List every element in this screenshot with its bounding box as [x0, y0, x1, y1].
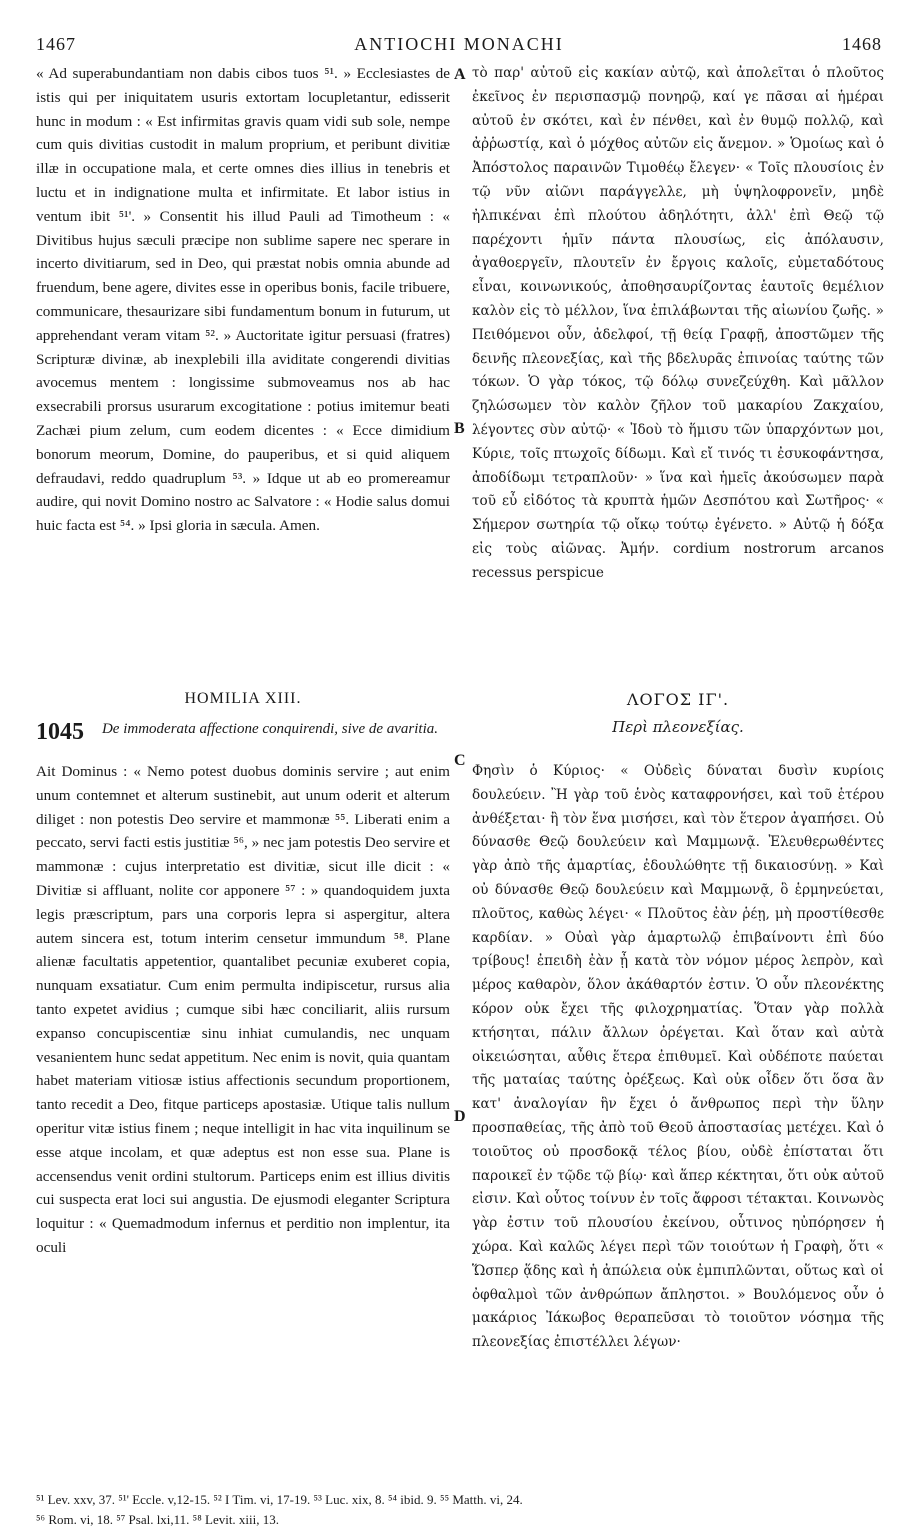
greek-column-top: τὸ παρ' αὐτοῦ εἰς κακίαν αὐτῷ, καὶ ἀπολεῖται ὁ πλοῦτος ἐκεῖνος ἐν περισπασμῷ πονηρῷ, καί γε πᾶσαι αἱ ἡμέραι αὐτοῦ ἐν σκότει, καὶ ἐν πένθει, καὶ ἐν θυμῷ πολλῷ, καὶ ἀῤῥωστίᾳ, καὶ ὁ μόχθος αὐτῶν εἰς ἄνεμον. » Ὁμοίως καὶ ὁ Ἀπόστολος παραινῶν Τιμοθέῳ ἔλεγεν· « Τοῖς πλουσίοις ἐν τῷ νῦν αἰῶνι παράγγελλε, μὴ ὑψηλοφρονεῖν, μηδὲ ἠλπικέναι ἐπὶ πλούτου ἀδηλότητι, ἀλλ' ἐπὶ Θεῷ τῷ παρέχοντι ἡμῖν πάντα πλουσίως, εἰς ἀπόλαυσιν, ἀγαθοεργεῖν, πλουτεῖν ἐν ἔργοις καλοῖς, εὐμεταδότους εἶναι, κοινωνικούς, ἀποθησαυρίζοντας ἑαυτοῖς θεμέλιον καλὸν εἰς τὸ μέλλον, ἵνα ἐπιλάβωνται τῆς αἰωνίου ζωῆς. » Πειθόμενοι οὖν, ἀδελφοί, τῇ θείᾳ Γραφῇ, ἀποστῶμεν τῆς δεινῆς πλεονεξίας, καὶ τῆς βδελυρᾶς ἐπινοίας ταύτης τῶν τόκων. Ὁ γὰρ τόκος, τῷ δόλῳ συνεζεύχθη. Καὶ μᾶλλον ζηλώσωμεν τὸν καλὸν ζῆλον τοῦ μακαρίου Ζακχαίου, λέγοντες σὺν αὐτῷ· « Ἰδοὺ τὸ ἥμισυ τῶν ὑπαρχόντων μοι, Κύριε, τοῖς πτωχοῖς δίδωμι. Καὶ εἴ τινός τι ἐσυκοφάντησα, ἀποδίδωμι τετραπλοῦν· » ἵνα καὶ ἡμεῖς ἀκούσωμεν παρὰ τοῦ εὖ εἰδότος τὰ κρυπτὰ ἡμῶν Δεσπότου καὶ Σωτῆρος· « Σήμερον σωτηρία τῷ οἴκῳ τούτῳ ἐγένετο. » Αὐτῷ ἡ δόξα εἰς τοὺς αἰῶνας. Ἀμήν. cordium nostrorum arcanos recessus perspicue: [472, 65, 884, 581]
greek-subtitle: Περὶ πλεονεξίας.: [612, 718, 744, 736]
page-number-left: 1467: [36, 34, 76, 54]
footnote-line-2: ⁵⁶ Rom. vi, 18. ⁵⁷ Psal. lxi,11. ⁵⁸ Levit. xiii, 13.: [36, 1512, 280, 1527]
column-number: 1045: [36, 719, 84, 745]
greek-column-bottom: Φησὶν ὁ Κύριος· « Οὐδεὶς δύναται δυσὶν κυρίοις δουλεύειν. Ἢ γὰρ τοῦ ἑνὸς καταφρονήσει, καὶ τοῦ ἑτέρου ἀνθέξεται· ἢ τὸν ἕνα μισήσει, καὶ τὸν ἕτερον ἀγαπήσει. Οὐ δύνασθε Θεῷ δουλεύειν καὶ Μαμμωνᾷ. Ἐλευθερωθέντες γὰρ ἀπὸ τῆς ἁμαρτίας, ἐδουλώθητε τῇ δικαιοσύνῃ. » Καὶ οὐ δύνασθε Θεῷ δουλεύειν καὶ Μαμμωνᾷ, ὃ ἑρμηνεύεται, πλοῦτος, καθὼς λέγει· « Πλοῦτος ἐὰν ῥέῃ, μὴ προστίθεσθε καρδίαν. » Οὐαὶ γὰρ ἁμαρτωλῷ ἐπιβαίνοντι ἐπὶ δύο τρίβους! ἐπειδὴ ἐὰν ᾖ κατὰ τὸν νόμον μέρος λεπρὸν, καὶ μέρος καθαρὸν, ὅλον ἀκάθαρτόν ἐστιν. Ὁ οὖν πλεονέκτης κόρον οὐκ ἔχει τῆς φιλοχρηματίας. Ὅταν γὰρ πολλὰ κτήσηται, πάλιν ἄλλων ὀρέγεται. Καὶ ὅταν καὶ αὐτὰ οἰκειώσηται, αὖθις ἕτερα ἐπιθυμεῖ. Καὶ οὐδέποτε παύεται τῆς ματαίας ταύτης ὀρέξεως. Καὶ οὐκ οἶδεν ὅτι ὅσα ἂν κατ' ἀναλογίαν ἣν ἔχει ὁ ἄνθρωπος περὶ τὴν ὕλην προσπαθείας, τῆς ἀπὸ τοῦ Θεοῦ ἀποστασίας μετέχει. Καὶ ὁ τοιοῦτος οὐ προσδοκᾷ τέλος βίου, οὐδὲ ἐπίσταται ὅτι παροικεῖ ἐν τῷδε τῷ βίῳ· καὶ ἅπερ κέκτηται, ὅτι οὐκ αὐτοῦ εἰσιν. Καὶ οὗτος τοίνυν ἐν τοῖς ἄφροσι τέτακται. Κοινωνὸς γὰρ ἐστιν τοῦ πλουσίου ἐκείνου, οὗτινος ηὐπόρησεν ἡ χώρα. Καὶ καλῶς λέγει περὶ τῶν τοιούτων ἡ Γραφὴ, ὅτι « Ὥσπερ ᾅδης καὶ ἡ ἀπώλεια οὐκ ἐμπιπλῶνται, οὕτως καὶ οἱ ὀφθαλμοὶ τῶν ἀνθρώπων ἄπληστοι. » Βουλόμενος οὖν ὁ μακάριος Ἰάκωβος θεραπεῦσαι τὸ τοιοῦτον νόσημα τῆς πλεονεξίας ἐπιστέλλει λέγων·: [472, 763, 884, 1351]
latin-column-bottom: Ait Dominus : « Nemo potest duobus dominis servire ; aut enim unum contemnet et alterum sustinebit, aut unum oderit et alterum diliget : non potestis Deo servire et mammonæ ⁵⁵. Liberati enim a peccato, servi facti estis justitiæ ⁵⁶, » nec jam potestis Deo servire et mammonæ : cujus interpretatio est divitiæ, sicut ille dicit : « Divitiæ si affluant, nolite cor apponere ⁵⁷ : » quandoquidem juxta legis præscriptum, pars una corporis lepra si aspergitur, altera autem sincera est, totum interim censetur immundum ⁵⁸. Plane alienæ facultatis appetentior, quantalibet pecuniæ exuberet copia, nunquam exsatiatur. Cum enim permulta indipiscetur, rursus alia tanto expetet avidius ; cumque sibi hæc conciliarit, aliis rursum expanso concupiscentiæ sinu inhiat cumulandis, nec unquam vesanientem hunc sedat appetitum. Nec enim is novit, quia quantam habet materiam vitiosæ istius affectionis secundum proportionem, tanto recedit a Deo, fitque particeps apostasiæ. Utique talis nullum operitur vitæ istius finem ; neque intelligit in hac vita inquilinum se esse atque incolam, et quæ adeptus est non esse sua. Plane is accensendus venit ordini stultorum. Particeps enim est illius divitis cui suspecta erat loci sui angustia. De ejusmodi eleganter Scriptura loquitur : « Quemadmodum infernus et perditio non implentur, ita oculi: [36, 763, 450, 1256]
footnotes: [36, 1490, 884, 1530]
margin-marker-c: C: [454, 752, 466, 769]
running-title: ANTIOCHI MONACHI: [354, 34, 564, 54]
footnote-line-1: ⁵¹ Lev. xxv, 37. ⁵¹' Eccle. v,12-15. ⁵² I Tim. vi, 17-19. ⁵³ Luc. xix, 8. ⁵⁴ ibid. 9. ⁵⁵ Matth. vi, 24.: [36, 1492, 523, 1507]
latin-subtitle-block: [36, 720, 450, 744]
latin-subtitle: De immoderata affectione conquirendi, sive de avaritia.: [101, 721, 439, 737]
margin-marker-a: A: [454, 66, 466, 83]
margin-marker-d: D: [454, 1108, 466, 1125]
latin-homily-heading: HOMILIA XIII.: [184, 690, 302, 707]
latin-column-top: « Ad superabundantiam non dabis cibos tuos ⁵¹. » Ecclesiastes de istis qui per iniquitatem usuris extortam locupletantur, edisserit hunc in modum : « Est infirmitas gravis quam vidi sub sole, nempe cum quis divitias custodit in malum proprium, et peribunt divitiæ illæ in occupatione mala, et certe omnes dies illius in tenebris et luctu et in indignatione multa et infirmitate. Et labor istius in ventum ibit ⁵¹'. » Consentit his illud Pauli ad Timotheum : « Divitibus hujus sæculi præcipe non sublime sapere nec sperare in incerto divitiarum, sed in Deo, qui præstat nobis omnia abunde ad fruendum, bene agere, divites esse in operibus bonis, facile tribuere, communicare, thesaurizare sibi fundamentum bonum in futurum, ut apprehendant veram vitam ⁵². » Auctoritate igitur persuasi (fratres) Scripturæ divinæ, ab inexplebili illa aviditate congerendi divitias avocemus mentem : longissime submoveamus nos ab hac exsecrabili prorsus usurarum excogitatione : potius imitemur beati Zachæi pium zelum, cum eodem dicentes : « Ecce dimidium bonorum meorum, Domine, do pauperibus, et si quid aliquem defraudavi, reddo quadruplum ⁵³. » Idque ut ab eo promereamur audire, qui novit Domino nostro ac Salvatore : « Hodie salus domui huic facta est ⁵⁴. » Ipsi gloria in sæcula. Amen.: [36, 65, 450, 535]
running-head: [36, 34, 882, 60]
greek-logos-heading: ΛΟΓΟΣ ΙΓ'.: [626, 690, 730, 709]
page-number-right: 1468: [842, 34, 882, 54]
margin-marker-b: B: [454, 420, 465, 437]
